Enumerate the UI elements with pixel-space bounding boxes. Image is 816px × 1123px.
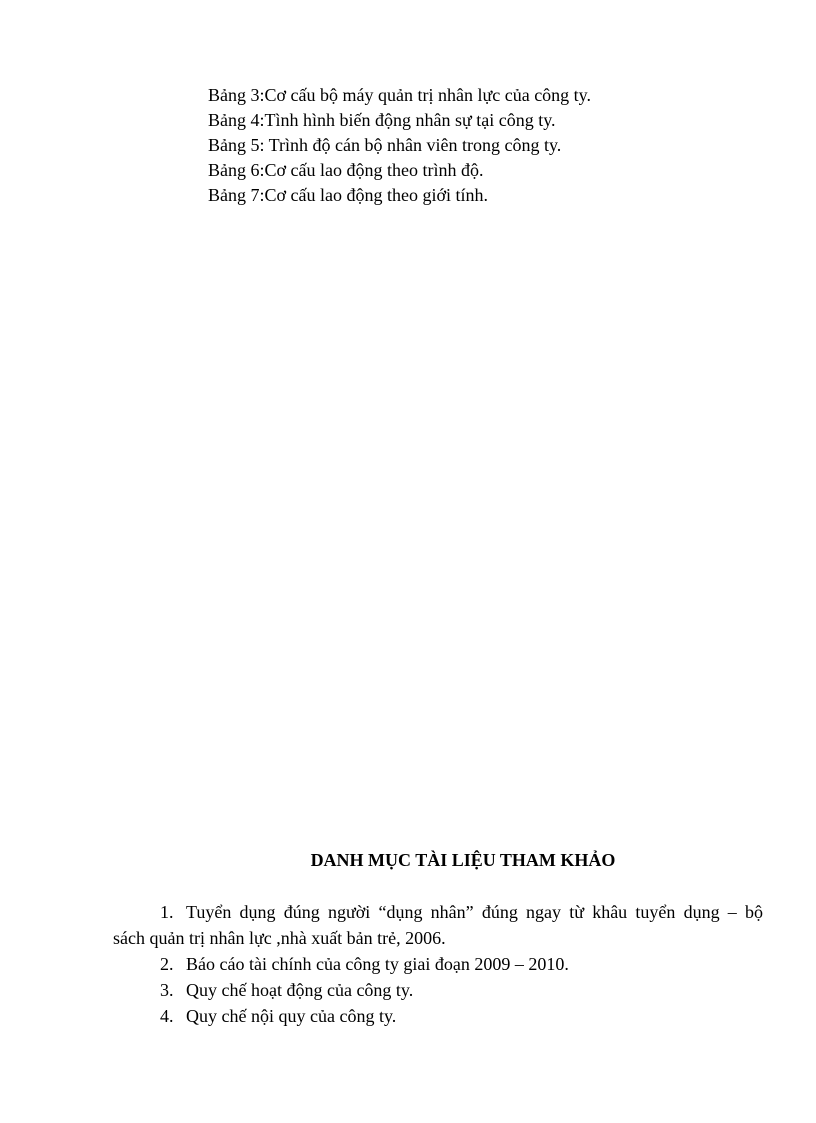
references-title: DANH MỤC TÀI LIỆU THAM KHẢO (310, 850, 616, 870)
table-list-item: Bảng 3:Cơ cấu bộ máy quản trị nhân lực của công ty. (208, 85, 592, 105)
table-list-item: Bảng 5: Trình độ cán bộ nhân viên trong công ty. (208, 135, 562, 155)
table-list-item: Bảng 6:Cơ cấu lao động theo trình độ. (208, 160, 484, 180)
reference-text: Quy chế hoạt động của công ty. (186, 980, 414, 1000)
reference-number: 1. (160, 902, 174, 922)
reference-number: 3. (160, 980, 174, 1000)
reference-item (113, 977, 763, 1003)
reference-item (113, 1003, 763, 1029)
reference-item (113, 951, 763, 977)
reference-number: 2. (160, 954, 174, 974)
table-list-item: Bảng 7:Cơ cấu lao động theo giới tính. (208, 185, 489, 205)
reference-continuation: sách quản trị nhân lực ,nhà xuất bản trẻ, 2006. (113, 928, 446, 948)
reference-item (113, 899, 763, 951)
references-list (113, 899, 763, 1029)
reference-text: Báo cáo tài chính của công ty giai đoạn 2009 – 2010. (186, 954, 569, 974)
reference-text: Tuyển dụng đúng người “dụng nhân” đúng ngay từ khâu tuyển dụng – bộ (186, 902, 763, 922)
table-list-item: Bảng 4:Tình hình biến động nhân sự tại công ty. (208, 110, 556, 130)
reference-text: Quy chế nội quy của công ty. (186, 1006, 397, 1026)
tables-list (208, 83, 768, 208)
reference-number: 4. (160, 1006, 174, 1026)
reference-first-line (113, 899, 763, 925)
